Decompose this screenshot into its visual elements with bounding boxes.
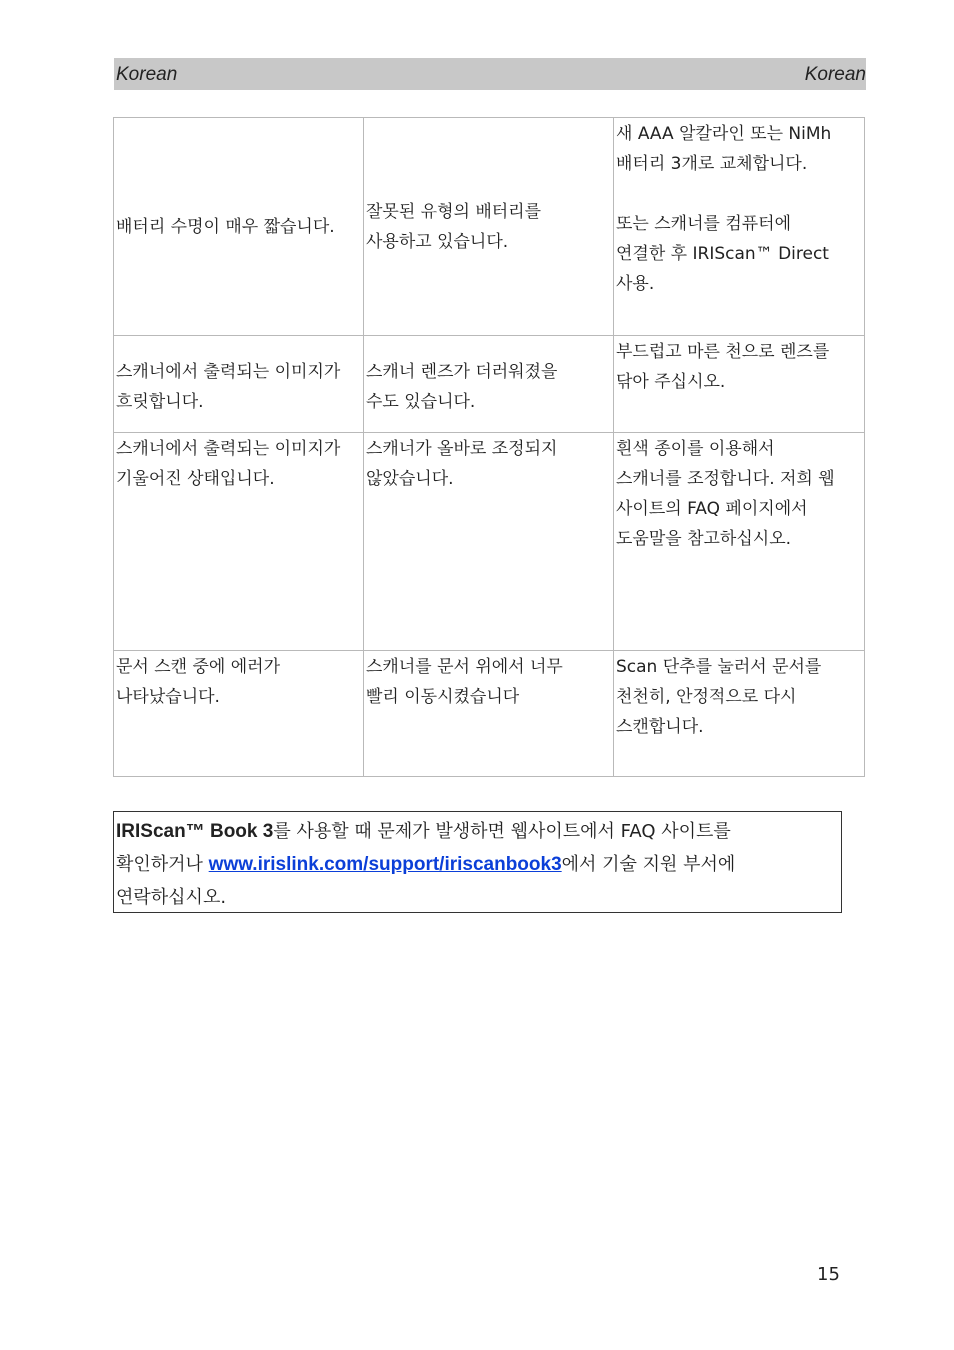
problem-cell: 스캐너에서 출력되는 이미지가 흐릿합니다. — [114, 336, 364, 433]
solution-cell: 흰색 종이를 이용해서 스캐너를 조정합니다. 저희 웹 사이트의 FAQ 페이지에서 도움말을 참고하십시오. — [614, 433, 865, 651]
note-text: 를 사용할 때 문제가 발생하면 웹사이트에서 FAQ 사이트를 — [273, 821, 731, 842]
solution-cell: 부드럽고 마른 천으로 렌즈를 닦아 주십시오. — [614, 336, 865, 433]
cause-cell: 스캐너 렌즈가 더러워졌을 수도 있습니다. — [364, 336, 614, 433]
header-language-left: Korean — [116, 64, 178, 85]
problem-cell: 문서 스캔 중에 에러가 나타났습니다. — [114, 651, 364, 777]
table-row — [114, 433, 865, 651]
problem-cell: 배터리 수명이 매우 짧습니다. — [114, 118, 364, 336]
page-number: 15 — [817, 1264, 840, 1285]
support-note — [113, 811, 842, 913]
note-text: 에서 기술 지원 부서에 — [561, 854, 736, 875]
cause-cell: 잘못된 유형의 배터리를 사용하고 있습니다. — [364, 118, 614, 336]
table-row — [114, 118, 865, 336]
solution-cell: Scan 단추를 눌러서 문서를 천천히, 안정적으로 다시 스캔합니다. — [614, 651, 865, 777]
note-text: 확인하거나 — [116, 854, 209, 875]
table-row — [114, 651, 865, 777]
table-row — [114, 336, 865, 433]
cause-cell: 스캐너가 올바로 조정되지 않았습니다. — [364, 433, 614, 651]
support-link[interactable]: www.irislink.com/support/iriscanbook3 — [208, 854, 562, 875]
cause-cell: 스캐너를 문서 위에서 너무 빨리 이동시켰습니다 — [364, 651, 614, 777]
product-name: IRIScan™ Book 3 — [116, 821, 274, 842]
problem-cell: 스캐너에서 출력되는 이미지가 기울어진 상태입니다. — [114, 433, 364, 651]
note-text: 연락하십시오. — [116, 887, 227, 908]
header-language-right: Korean — [804, 64, 866, 85]
solution-cell: 새 AAA 알칼라인 또는 NiMh 배터리 3개로 교체합니다. 또는 스캐너를 컴퓨터에 연결한 후 IRIScan™ Direct 사용. — [614, 118, 865, 336]
troubleshooting-table — [113, 117, 865, 777]
page-header — [114, 58, 866, 90]
